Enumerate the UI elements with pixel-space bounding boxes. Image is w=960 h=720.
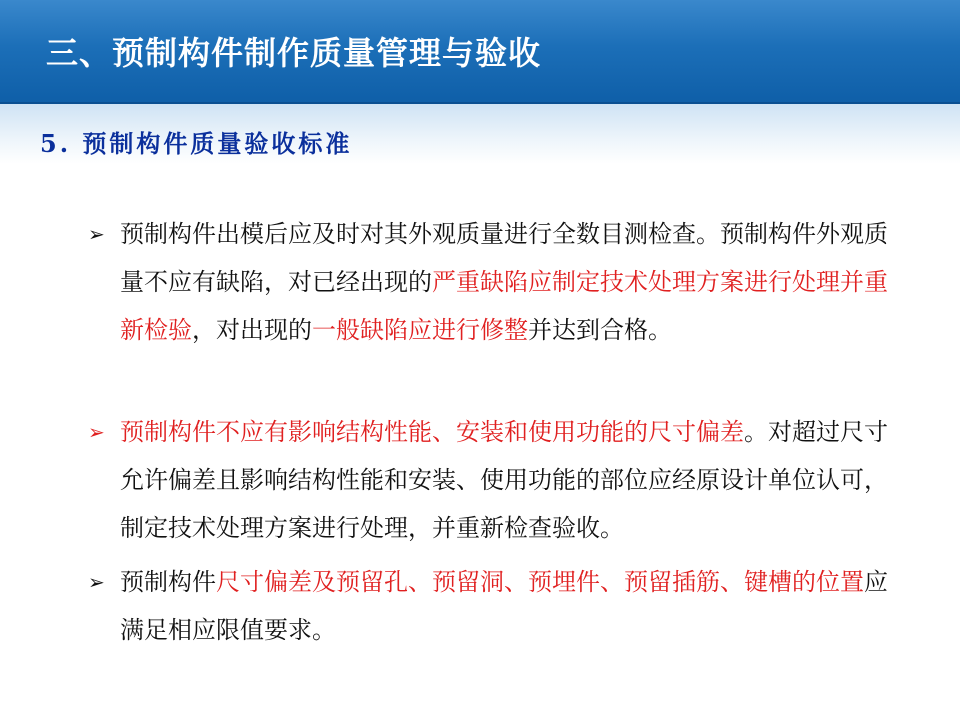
arrow-right-icon: ➢ bbox=[88, 420, 105, 444]
bullet-item-1 bbox=[88, 210, 888, 354]
emphasis-segment: 预制构件不应有影响结构性能、安装和使用功能的尺寸偏差 bbox=[120, 418, 744, 446]
text-segment: 预制构件 bbox=[120, 568, 216, 596]
text-segment: 。对超过尺寸允许偏差且影响结构性能和安装、使用功能的部位应经原设计单位认可，制定技术处理方案进行处理，并重新检查验收。 bbox=[120, 418, 888, 542]
emphasis-segment: 一般缺陷应进行修整 bbox=[312, 316, 528, 344]
page-title: 三、预制构件制作质量管理与验收 bbox=[46, 34, 542, 72]
arrow-right-icon: ➢ bbox=[88, 570, 105, 594]
bullet-text bbox=[120, 408, 888, 552]
text-segment: 应满足相应限值要求。 bbox=[120, 568, 888, 644]
bullet-text bbox=[120, 558, 888, 654]
bullet-text bbox=[120, 210, 888, 354]
emphasis-segment: 尺寸偏差及预留孔、预留洞、预埋件、预留插筋、键槽的位置 bbox=[216, 568, 864, 596]
section-subtitle: 5. 预制构件质量验收标准 bbox=[40, 129, 353, 158]
bullet-item-3 bbox=[88, 558, 888, 654]
emphasis-segment: 严重缺陷应制定技术处理方案进行处理并重新检验 bbox=[120, 268, 888, 344]
title-bar bbox=[0, 0, 960, 104]
text-segment: 并达到合格。 bbox=[528, 316, 672, 344]
bullet-item-2 bbox=[88, 408, 888, 552]
text-segment: ，对出现的 bbox=[192, 316, 312, 344]
arrow-right-icon: ➢ bbox=[88, 222, 105, 246]
text-segment: 预制构件出模后应及时对其外观质量进行全数目测检查。预制构件外观质量不应有缺陷，对已经出现的 bbox=[120, 220, 888, 296]
